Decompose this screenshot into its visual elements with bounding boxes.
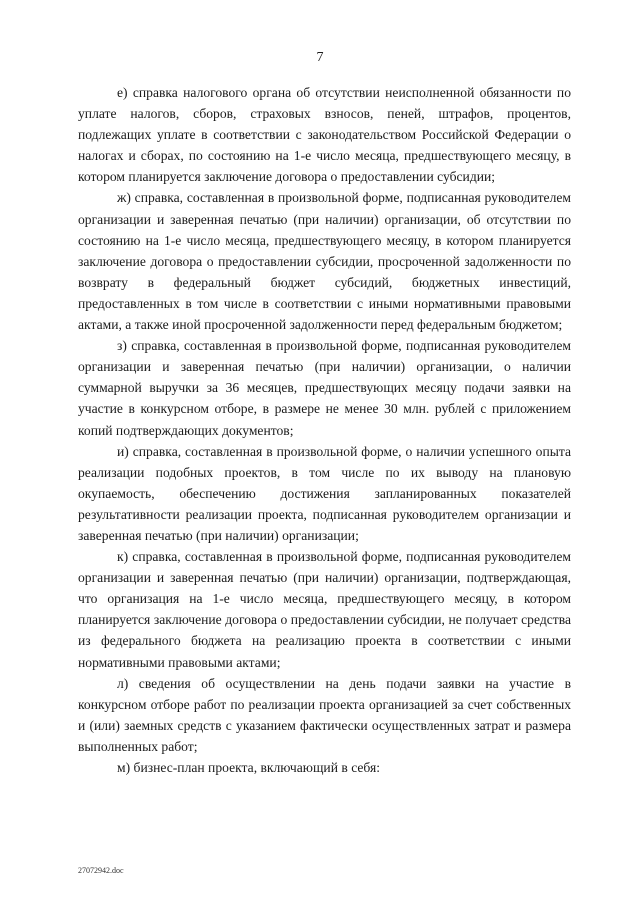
page-number: 7: [316, 50, 324, 65]
paragraph-e: е) справка налогового органа об отсутствии неисполненной обязанности по уплате налогов, сборов, страховых взносов, пеней, штрафов, процентов, подлежащих уплате в соответствии с законодательством Российской Федерации о налогах и сборах, по состоянию на 1-е число месяца, предшествующего месяцу, в котором планируется заключение договора о предоставлении субсидии;: [78, 85, 571, 185]
document-body: [78, 82, 571, 778]
paragraph-z: з) справка, составленная в произвольной форме, подписанная руководителем организации и заверенная печатью (при наличии) организации, о наличии суммарной выручки за 36 месяцев, предшествующих месяцу подачи заявки на участие в конкурсном отборе, в размере не менее 30 млн. рублей с приложением копий подтверждающих документов;: [78, 338, 571, 438]
paragraph-zh: ж) справка, составленная в произвольной форме, подписанная руководителем организации и заверенная печатью (при наличии) организации, об отсутствии по состоянию на 1-е число месяца, предшествующего месяцу, в котором планируется заключение договора о предоставлении субсидии, просроченной задолженности по возврату в федеральный бюджет субсидий, бюджетных инвестиций, предоставленных в том числе в соответствии с иными нормативными правовыми актами, а также иной просроченной задолженности перед федеральным бюджетом;: [78, 190, 571, 333]
file-name-footer: 27072942.doc: [78, 866, 124, 875]
paragraph-i: и) справка, составленная в произвольной форме, о наличии успешного опыта реализации подобных проектов, в том числе по их выводу на плановую окупаемость, обеспечению достижения запланированных показателей результативности реализации проекта, подписанная руководителем организации и заверенная печатью (при наличии) организации;: [78, 443, 571, 543]
paragraph-k: к) справка, составленная в произвольной форме, подписанная руководителем организации и заверенная печатью (при наличии) организации, подтверждающая, что организация на 1-е число месяца, предшествующего месяцу, в котором планируется заключение договора о предоставлении субсидии, не получает средства из федерального бюджета на реализацию проекта в соответствии с иными нормативными правовыми актами;: [78, 549, 571, 670]
paragraph-l: л) сведения об осуществлении на день подачи заявки на участие в конкурсном отборе работ по реализации проекта организацией за счет собственных и (или) заемных средств с указанием фактически осуществленных затрат и размера выполненных работ;: [78, 675, 571, 754]
paragraph-m: м) бизнес-план проекта, включающий в себя:: [117, 760, 381, 775]
